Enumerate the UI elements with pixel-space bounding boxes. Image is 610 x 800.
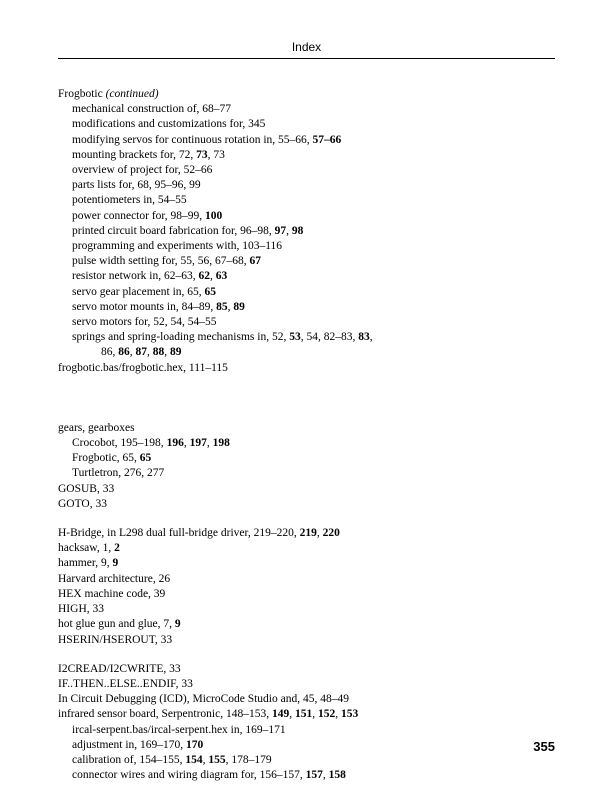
index-subentry <box>58 330 558 345</box>
entry-text: connector wires and wiring diagram for, 156–157, <box>72 769 306 782</box>
entry-text: 157 <box>305 769 323 782</box>
entry-text: 86 <box>118 346 130 359</box>
entry-text: , <box>206 437 213 450</box>
entry-text: 9 <box>112 557 119 570</box>
entry-text: 198 <box>212 437 230 450</box>
entry-text: 197 <box>189 437 207 450</box>
entry-text: 100 <box>205 209 223 222</box>
entry-text: 9 <box>174 618 181 631</box>
entry-text: , <box>369 331 373 344</box>
entry-text: servo gear placement in, 65, <box>72 285 205 298</box>
entry-text: 85 <box>216 300 228 313</box>
index-subentry <box>58 193 558 208</box>
entry-text: , <box>209 270 216 283</box>
index-entry <box>58 692 558 707</box>
page-number: 355 <box>533 739 555 754</box>
index-subentry <box>58 102 558 117</box>
entry-text: 151 <box>294 708 313 721</box>
index-entry <box>58 421 558 436</box>
entry-text: (continued) <box>105 88 159 100</box>
index-entry <box>58 602 558 617</box>
entry-text: 97 <box>274 224 287 237</box>
entry-text: 57–66 <box>312 133 342 146</box>
entry-text: 155 <box>208 753 226 766</box>
entry-text: , <box>147 346 153 359</box>
entry-text: , <box>202 753 209 766</box>
entry-text: printed circuit board fabrication for, 96–98, <box>72 224 275 237</box>
entry-text: mechanical construction of, 68–77 <box>72 103 232 116</box>
entry-text: 196 <box>166 437 184 450</box>
entry-text: 219 <box>299 527 317 540</box>
index-subentry <box>58 451 558 466</box>
index-subentry <box>58 300 558 315</box>
entry-text: gears, gearboxes <box>58 421 135 434</box>
index-entry <box>58 572 558 587</box>
entry-text: Frogbotic, 65, <box>72 452 140 465</box>
index-subentry <box>58 148 558 163</box>
entry-text: hot glue gun and glue, 7, <box>58 618 175 631</box>
index-subentry <box>58 117 558 132</box>
entry-text: mounting brackets for, 72, <box>72 148 197 161</box>
entry-text: IF..THEN..ELSE..ENDIF, 33 <box>58 677 193 690</box>
entry-text: HIGH, 33 <box>58 603 104 616</box>
index-subentry <box>58 224 558 239</box>
entry-text: , <box>183 437 190 450</box>
entry-text: , <box>316 527 323 540</box>
index-subentry <box>58 209 558 224</box>
entry-text: adjustment in, 169–170, <box>72 738 187 751</box>
entry-text: 88 <box>152 346 165 359</box>
running-header <box>58 40 555 59</box>
index-subentry <box>58 239 558 254</box>
index-subentry <box>58 133 558 148</box>
entry-text: calibration of, 154–155, <box>72 753 186 766</box>
entry-text: GOSUB, 33 <box>58 482 115 495</box>
index-entry <box>58 497 558 512</box>
entry-text: 86, <box>101 346 119 359</box>
index-entry <box>58 526 558 541</box>
entry-text: , <box>312 708 318 721</box>
index-subentry <box>58 178 558 193</box>
index-subentry <box>58 466 558 481</box>
entry-text: pulse width setting for, 55, 56, 67–68, <box>72 255 250 268</box>
entry-text: , <box>227 300 234 313</box>
section-gap <box>58 376 558 421</box>
index-subentry <box>58 269 558 284</box>
entry-text: 154 <box>185 753 203 766</box>
entry-text: modifying servos for continuous rotation in, 55–66, <box>72 133 313 146</box>
entry-text: , <box>164 346 170 359</box>
index-subentry <box>58 723 558 738</box>
entry-text: 67 <box>249 255 261 268</box>
index-entry <box>58 662 558 677</box>
entry-text: 158 <box>328 769 346 782</box>
section-gap <box>58 512 558 526</box>
entry-text: 87 <box>135 346 147 359</box>
entry-text: hammer, 9, <box>58 557 113 570</box>
index-subentry <box>58 436 558 451</box>
entry-text: 83 <box>358 331 370 344</box>
entry-text: 89 <box>233 300 245 313</box>
index-entry <box>58 707 558 722</box>
entry-text: HEX machine code, 39 <box>58 587 166 600</box>
index-continuation <box>58 345 558 360</box>
entry-text: In Circuit Debugging (ICD), MicroCode Studio and, 45, 48–49 <box>58 693 349 706</box>
index-entry <box>58 617 558 632</box>
entry-text: 170 <box>186 738 204 751</box>
entry-text: 220 <box>322 527 340 540</box>
section-gap <box>58 648 558 662</box>
entry-text: potentiometers in, 54–55 <box>72 194 187 207</box>
entry-text: ircal-serpent.bas/ircal-serpent.hex in, 169–171 <box>72 723 286 736</box>
entry-text: 89 <box>170 346 182 359</box>
entry-text: Harvard architecture, 26 <box>58 572 171 585</box>
index-subentry <box>58 753 558 768</box>
entry-text: springs and spring-loading mechanisms in, 52, <box>72 331 290 344</box>
entry-text: power connector for, 98–99, <box>72 209 206 222</box>
entry-text: 2 <box>114 542 120 555</box>
index-subentry <box>58 738 558 753</box>
entry-text: 62 <box>198 270 210 283</box>
entry-text: 153 <box>340 708 359 721</box>
index-entry <box>58 587 558 602</box>
index-entry <box>58 87 558 102</box>
entry-text: H-Bridge, in L298 dual full-bridge driver, 219–220, <box>58 527 300 540</box>
entry-text: 53 <box>289 331 301 344</box>
index-entry <box>58 361 558 376</box>
entry-text: overview of project for, 52–66 <box>72 164 213 177</box>
entry-text: servo motor mounts in, 84–89, <box>72 300 217 313</box>
entry-text: , 54, 82–83, <box>300 331 359 344</box>
entry-text: GOTO, 33 <box>58 497 107 510</box>
entry-text: Crocobot, 195–198, <box>72 437 167 450</box>
entry-text: 73 <box>196 148 208 161</box>
entry-text: parts lists for, 68, 95–96, 99 <box>72 179 201 192</box>
entry-text: I2CREAD/I2CWRITE, 33 <box>58 662 181 675</box>
entry-text: 98 <box>291 224 304 237</box>
entry-text: infrared sensor board, Serpentronic, 148–153, <box>58 708 272 721</box>
index-entry <box>58 556 558 571</box>
entry-text: hacksaw, 1, <box>58 542 115 555</box>
index-subentry <box>58 768 558 783</box>
entry-text: Frogbotic <box>58 88 106 100</box>
entry-text: programming and experiments with, 103–116 <box>72 240 283 253</box>
index-entry <box>58 633 558 648</box>
entry-text: , 178–179 <box>225 753 272 766</box>
index-subentry <box>58 285 558 300</box>
entry-text: 65 <box>204 285 217 298</box>
entry-text: servo motors for, 52, 54, 54–55 <box>72 316 217 329</box>
entry-text: 152 <box>317 708 336 721</box>
entry-text: HSERIN/HSEROUT, 33 <box>58 633 173 646</box>
index-subentry <box>58 163 558 178</box>
index-entry <box>58 482 558 497</box>
index-subentry <box>58 254 558 269</box>
entry-text: , 73 <box>207 148 225 161</box>
index-entry <box>58 677 558 692</box>
entry-text: 63 <box>215 270 228 283</box>
entry-text: Turtletron, 276, 277 <box>72 467 165 480</box>
entry-text: , <box>322 769 329 782</box>
entry-text: , <box>335 708 341 721</box>
entry-text: modifications and customizations for, 345 <box>72 118 266 131</box>
index-subentry <box>58 315 558 330</box>
entry-text: , <box>286 224 292 237</box>
index-entry <box>58 541 558 556</box>
entry-text: resistor network in, 62–63, <box>72 270 199 283</box>
entry-text: , <box>289 708 295 721</box>
header-title: Index <box>291 40 322 54</box>
entry-text: , <box>129 346 136 359</box>
index-list <box>58 87 558 783</box>
entry-text: 149 <box>271 708 290 721</box>
entry-text: 65 <box>139 452 152 465</box>
entry-text: frogbotic.bas/frogbotic.hex, 111–115 <box>58 361 228 374</box>
